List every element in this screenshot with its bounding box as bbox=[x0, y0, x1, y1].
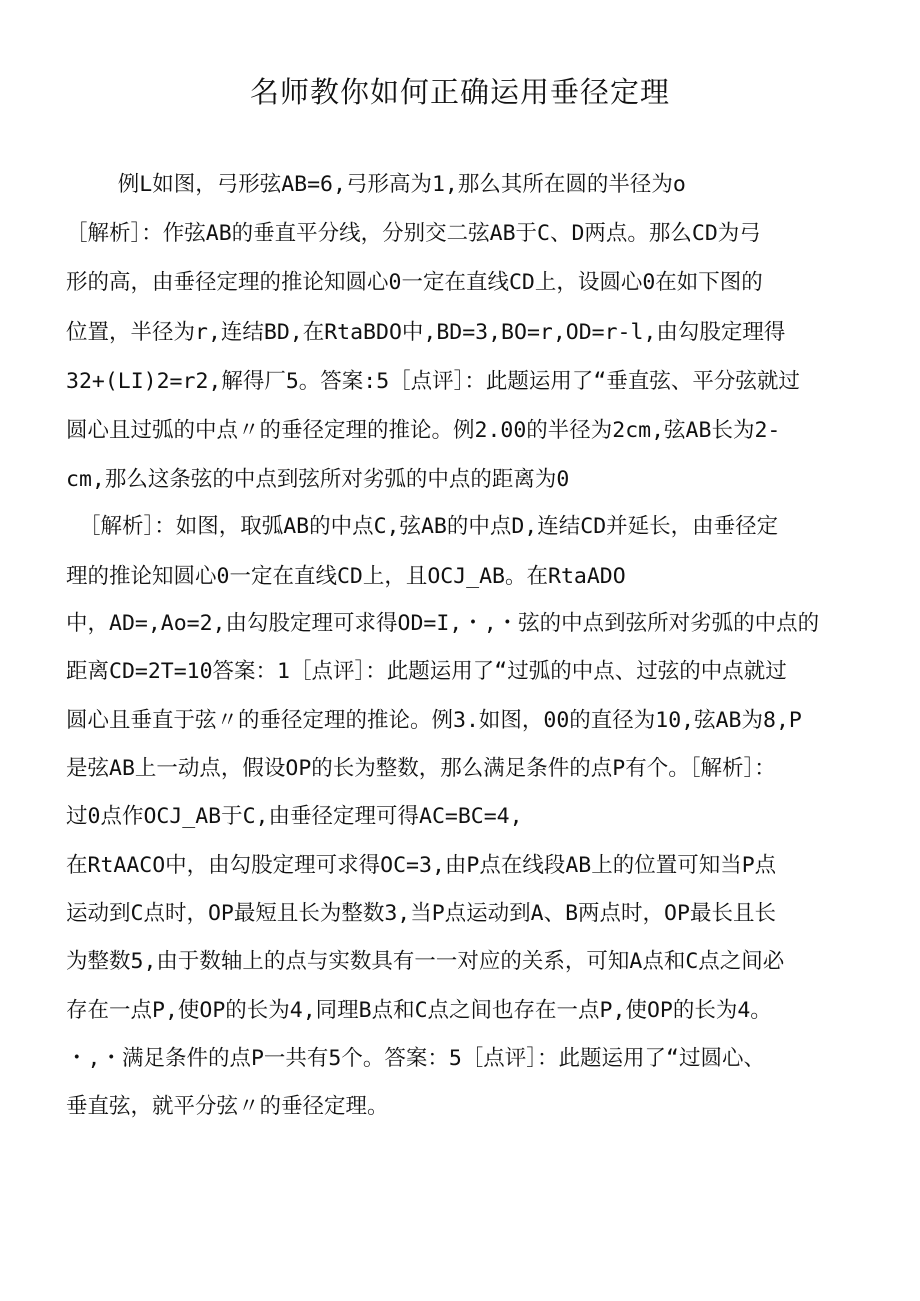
paragraph-line: cm,那么这条弦的中点到弦所对劣弧的中点的距离为0 bbox=[66, 467, 570, 492]
paragraph-line: ［解析］：如图，取弧AB的中点C,弦AB的中点D,连结CD并延长，由垂径定 bbox=[66, 514, 779, 539]
paragraph-line: 形的高，由垂径定理的推论知圆心0一定在直线CD上，设圆心0在如下图的 bbox=[66, 270, 763, 295]
paragraph-line: 在RtAACO中，由勾股定理可求得OC=3,由P点在线段AB上的位置可知当P点 bbox=[66, 853, 777, 878]
paragraph-line: 例L如图，弓形弦AB=6,弓形高为1,那么其所在圆的半径为o bbox=[66, 172, 686, 197]
paragraph-line: 为整数5,由于数轴上的点与实数具有一一对应的关系，可知A点和C点之间必 bbox=[66, 949, 785, 974]
paragraph-line: 圆心且过弧的中点〃的垂径定理的推论。例2.00的半径为2cm,弦AB长为2- bbox=[66, 418, 781, 443]
paragraph-line: 运动到C点时，OP最短且长为整数3,当P点运动到A、B两点时，OP最长且长 bbox=[66, 901, 776, 926]
paragraph-line: 过0点作OCJ_AB于C,由垂径定理可得AC=BC=4, bbox=[66, 804, 523, 829]
paragraph-line: 理的推论知圆心0一定在直线CD上，且OCJ_AB。在RtaADO bbox=[66, 564, 626, 589]
paragraph-line: 中，AD=,Ao=2,由勾股定理可求得OD=I,・,・弦的中点到弦所对劣弧的中点的 bbox=[66, 611, 820, 636]
paragraph-line: ・,・满足条件的点P一共有5个。答案：5［点评］：此题运用了“过圆心、 bbox=[66, 1046, 765, 1071]
paragraph-line: 位置，半径为r,连结BD,在RtaBDO中,BD=3,BO=r,OD=r-l,由勾股定理得 bbox=[66, 320, 786, 345]
paragraph-line: 垂直弦，就平分弦〃的垂径定理。 bbox=[66, 1094, 389, 1119]
paragraph-line: 圆心且垂直于弦〃的垂径定理的推论。例3.如图，00的直径为10,弦AB为8,P bbox=[66, 708, 802, 733]
paragraph-line: 是弦AB上一动点，假设OP的长为整数，那么满足条件的点P有个。［解析］： bbox=[66, 756, 776, 781]
paragraph-line: 32+(LI)2=r2,解得厂5。答案:5［点评］：此题运用了“垂直弦、平分弦就过 bbox=[66, 369, 800, 394]
paragraph-line: 存在一点P,使OP的长为4,同理B点和C点之间也存在一点P,使OP的长为4。 bbox=[66, 998, 772, 1023]
paragraph-line: 距离CD=2T=10答案：1［点评］：此题运用了“过弧的中点、过弦的中点就过 bbox=[66, 659, 787, 684]
paragraph-line: ［解析］：作弦AB的垂直平分线，分别交二弦AB于C、D两点。那么CD为弓 bbox=[66, 221, 761, 246]
document-title: 名师教你如何正确运用垂径定理 bbox=[249, 75, 670, 109]
